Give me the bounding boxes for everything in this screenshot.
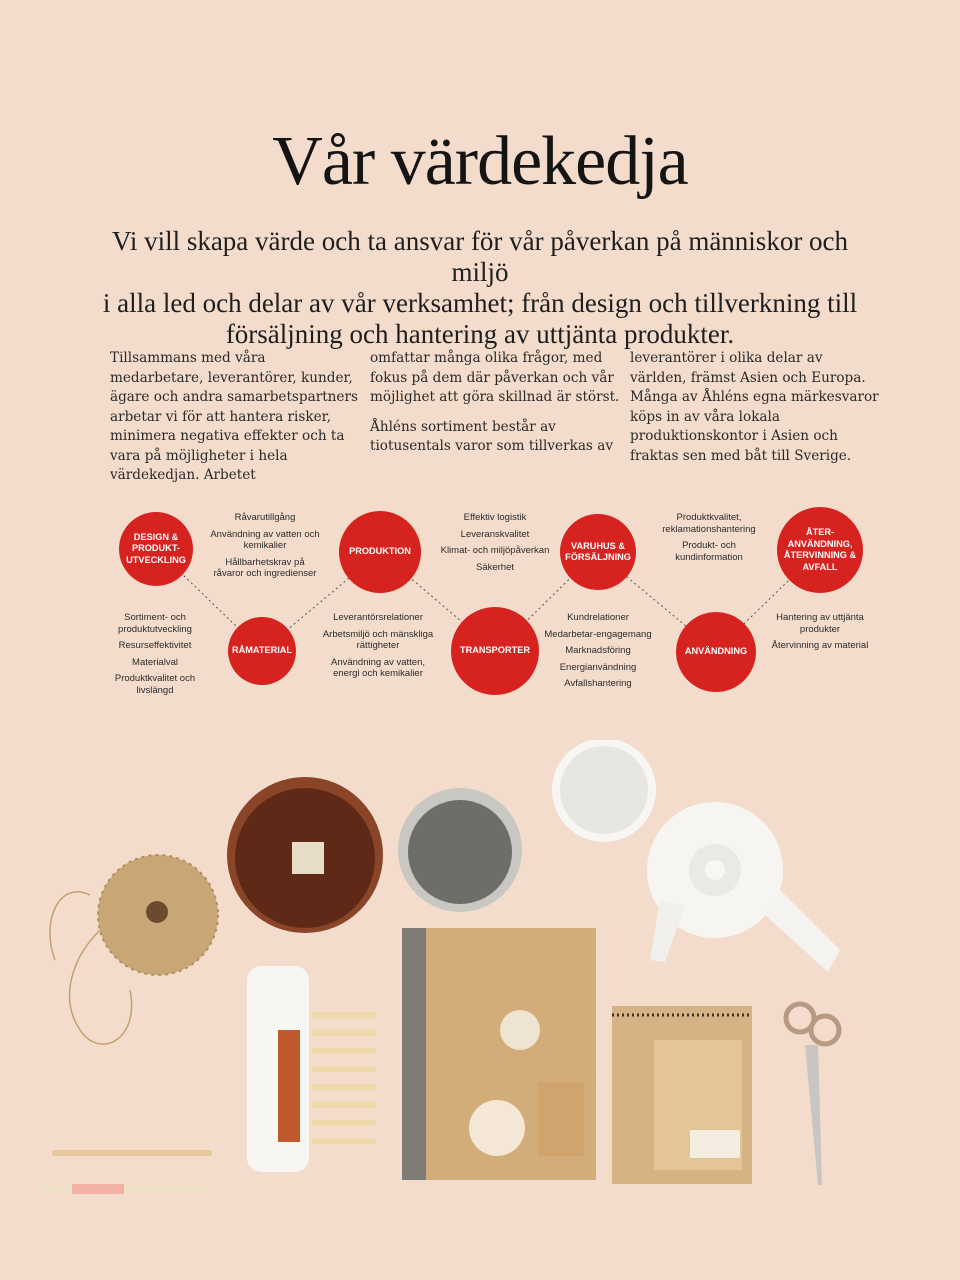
list-item: Klimat- och miljöpåverkan [440,545,550,556]
step-produktion-items [322,612,434,685]
list-item: Produkt- och kundinformation [675,540,743,563]
list-item: Sortiment- och produktutveckling [118,612,192,635]
list-item: Hantering av uttjänta produkter [776,612,864,635]
paragraph: omfattar många olika frågor, med fokus på dem där påverkan och vår möjlighet att göra skillnad är störst. [370,350,620,405]
step-transporter-circle: TRANSPORTER [451,607,539,695]
step-anvandning-circle: ANVÄNDNING [676,612,756,692]
twine-ball-icon [50,855,218,1044]
body-column-2 [370,349,620,467]
list-item: Produktkvalitet, reklamationshantering [662,512,756,535]
paragraph: Tillsammans med våra medarbetare, leverantörer, kunder, ägare och andra samarbetspartners arbetar vi för att hantera risker, minimera negativa effekter och ta vara på möjligheter i hela värdekedjan. Arbetet [110,350,358,483]
list-item: Effektiv logistik [463,512,527,523]
paragraph: leverantörer i olika delar av världen, främst Asien och Europa. Många av Åhléns egna märkesvaror köps in av våra lokala produktionskontor i Asien och fraktas sen med båt till Sverige. [630,350,879,464]
list-item: Materialval [132,656,178,668]
step-design-items [100,612,210,701]
wooden-bowl-icon [227,777,383,933]
pen-case-icon [247,966,309,1172]
list-item: Arbetsmiljö och mänskliga rättigheter [322,628,434,651]
list-item: Energianvändning [559,661,637,673]
step-transporter-items [440,512,550,578]
list-item: Marknadsföring [565,645,631,656]
teapot-icon [647,802,840,972]
list-item: Medarbetar-engagemang [544,628,652,640]
list-item: Användning av vatten, energi och kemikalier [330,656,425,679]
step-produktion-circle: PRODUKTION [339,511,421,593]
body-column-1 [110,349,360,496]
list-item: Användning av vatten och kemikalier [210,528,320,551]
notebook-icon [402,928,596,1180]
step-ramaterial-circle: RÅMATERIAL [228,617,296,685]
step-design-circle: DESIGN & PRODUKT-UTVECKLING [119,512,193,586]
pen-icon [38,1150,212,1194]
body-column-3 [630,349,880,476]
list-item: Resurseffektivitet [118,640,192,651]
scissors-icon [786,1004,839,1185]
list-item: Produktkvalitet och livslängd [114,673,196,696]
intro-line: Vi vill skapa värde och ta ansvar för vår påverkan på människor och miljö [111,226,849,287]
list-item: Hållbarhetskrav på råvaror och ingredienser [213,556,317,579]
list-item: Leveranskvalitet [460,528,530,540]
list-item: Återvinning av material [771,640,869,651]
cup-icon [552,740,656,842]
metal-bowl-icon [398,788,522,912]
intro-line: i alla led och delar av vår verksamhet; från design och tillverkning till [102,288,858,318]
list-item: Avfallshantering [564,678,632,689]
page-title: Vår värdekedja [272,123,688,200]
step-atervinning-circle: ÅTER-ANVÄNDNING, ÅTERVINNING & AVFALL [777,507,863,593]
intro-line: försäljning och hantering av uttjänta produkter. [225,319,735,349]
paragraph: Åhléns sortiment består av tiotusentals varor som tillverkas av [370,418,614,454]
step-anvandning-items [650,512,768,568]
list-item: Kundrelationer [567,612,629,623]
list-item: Leverantörsrelationer [333,612,423,623]
list-item: Råvarutillgång [234,512,296,523]
list-item: Säkerhet [475,561,515,573]
step-varuhus-circle: VARUHUS & FÖRSÄLJNING [560,514,636,590]
wooden-sticks-icon [312,1012,376,1144]
product-photo [0,740,960,1280]
step-varuhus-items [543,612,653,695]
intro-text [100,226,860,350]
step-atervinning-items [765,612,875,657]
step-ramaterial-items [210,512,320,585]
spiral-notebook-icon [612,1006,752,1184]
